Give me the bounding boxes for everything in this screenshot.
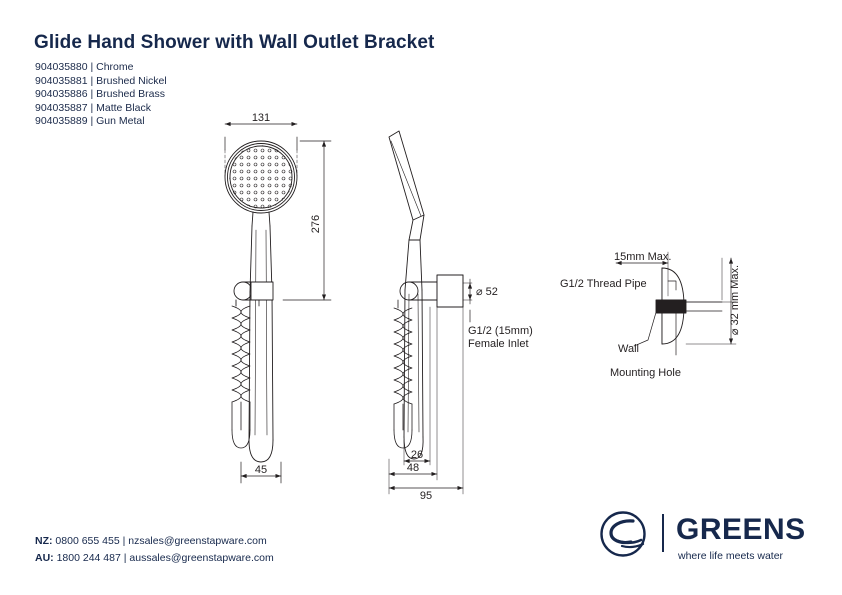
dim-front-base: 45 bbox=[254, 464, 268, 476]
callout-inlet-line2: Female Inlet bbox=[468, 338, 529, 350]
contact-label-au: AU: bbox=[35, 552, 54, 564]
callout-thread-pipe: G1/2 Thread Pipe bbox=[560, 278, 647, 290]
contact-separator: | bbox=[123, 552, 127, 564]
dim-side-95: 95 bbox=[419, 490, 433, 502]
list-item: 904035887 | Matte Black bbox=[35, 101, 151, 114]
list-item: 904035880 | Chrome bbox=[35, 61, 134, 73]
dim-front-width: 131 bbox=[251, 112, 271, 124]
contact-row-nz bbox=[35, 533, 274, 550]
dim-front-height: 276 bbox=[310, 214, 322, 234]
contact-details bbox=[35, 533, 274, 567]
dim-side-26: 26 bbox=[410, 449, 424, 461]
brand-tagline: where life meets water bbox=[678, 550, 784, 562]
list-item: 904035889 | Gun Metal bbox=[35, 115, 145, 128]
contact-email-nz[interactable]: nzsales@greenstapware.com bbox=[128, 535, 267, 547]
dim-hole-diameter: ⌀ 32 mm Max. bbox=[729, 264, 741, 336]
contact-separator: | bbox=[122, 535, 126, 547]
dim-side-48: 48 bbox=[406, 462, 420, 474]
page-title: Glide Hand Shower with Wall Outlet Bracket bbox=[34, 32, 435, 53]
contact-email-au[interactable]: aussales@greenstapware.com bbox=[129, 552, 274, 564]
contact-phone-au: 1800 244 487 bbox=[56, 552, 121, 564]
callout-wall: Wall bbox=[618, 343, 639, 355]
list-item: 904035881 | Brushed Nickel bbox=[35, 74, 167, 87]
list-item: 904035886 | Brushed Brass bbox=[35, 88, 165, 101]
contact-phone-nz: 0800 655 455 bbox=[55, 535, 120, 547]
brand-name: GREENS bbox=[676, 513, 806, 546]
logo-divider bbox=[662, 514, 664, 552]
contact-row-au bbox=[35, 550, 274, 567]
callout-mounting-hole: Mounting Hole bbox=[610, 367, 681, 379]
dim-max-projection: 15mm Max. bbox=[614, 251, 672, 263]
contact-label-nz: NZ: bbox=[35, 535, 53, 547]
brand-logo bbox=[600, 508, 815, 568]
callout-inlet-line1: G1/2 (15mm) bbox=[468, 325, 533, 337]
dim-outlet-diameter: ⌀ 52 bbox=[476, 286, 498, 298]
greens-swirl-icon bbox=[600, 511, 652, 557]
